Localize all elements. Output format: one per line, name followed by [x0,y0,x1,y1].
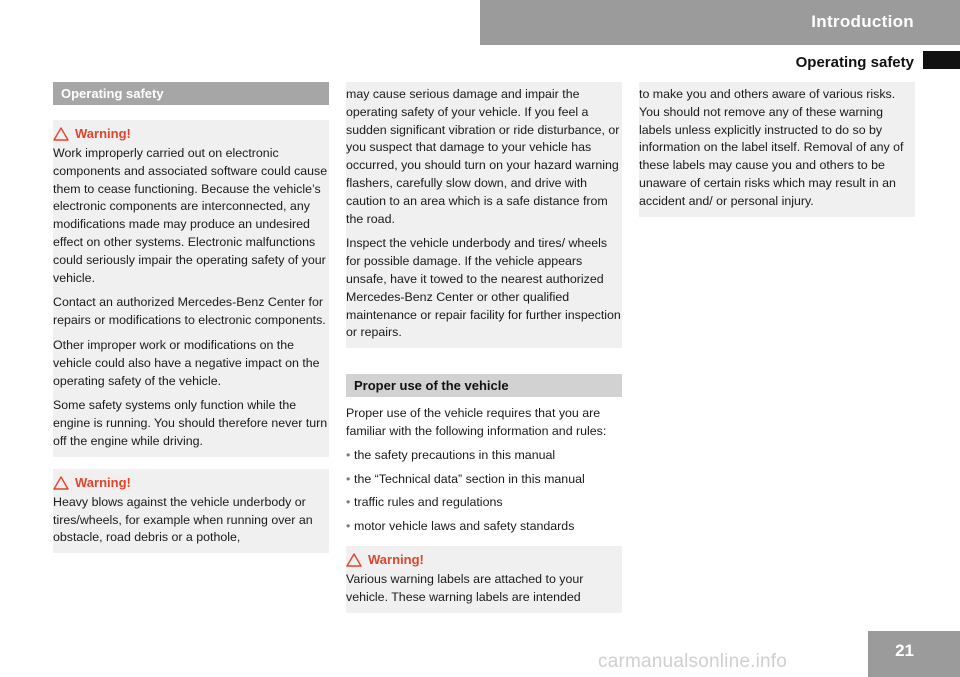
watermark: carmanualsonline.info [598,651,788,672]
warning-paragraph: Some safety systems only function while the engine is running. You should therefore never turn off the engine while driving. [53,398,328,448]
warning-title: Warning! [53,473,329,493]
warning-paragraph: Various warning labels are attached to your vehicle. These warning labels are intended [346,571,584,604]
section-title: Operating safety [795,54,914,71]
warning-triangle-icon [346,553,362,567]
section-heading-proper-use: Proper use of the vehicle [346,374,622,397]
warning-paragraph: Inspect the vehicle underbody and tires/ wheels for possible damage. If the vehicle appears unsafe, have it towed to the nearest authorized Mercedes-Benz Center or other qualified maintenance or repair facility for further inspection or repairs. [346,236,621,340]
column-3 [639,82,915,217]
warning-box-labels-continued [639,82,915,217]
rules-list [346,447,622,536]
proper-use-body [346,405,622,536]
warning-paragraph: to make you and others aware of various risks. You should not remove any of these warning labels unless explicitly instructed to do so by information on the label itself. Removal of any of these labels may cause you and others to be unaware of certain risks which may result in an accident and/ or personal injury. [639,87,904,208]
warning-triangle-icon [53,476,69,490]
page-number-box [868,631,960,677]
list-item: • traffic rules and regulations [346,495,503,510]
warning-paragraph: Heavy blows against the vehicle underbody or tires/wheels, for example when running over an obstacle, road debris or a pothole, [53,494,313,545]
page-number: 21 [895,641,914,660]
warning-box-underbody [53,469,329,553]
warning-box-labels [346,546,622,613]
list-item: • motor vehicle laws and safety standards [346,519,575,534]
section-tab-marker [923,51,960,69]
column-2 [346,82,622,613]
warning-title: Warning! [346,550,622,570]
warning-paragraph: Contact an authorized Mercedes-Benz Center for repairs or modifications to electronic components. [53,295,326,328]
warning-box-underbody-continued [346,82,622,348]
warning-box-electronics [53,120,329,457]
warning-title: Warning! [53,124,329,144]
list-item: • the “Technical data” section in this manual [346,471,585,486]
warning-triangle-icon [53,127,69,141]
section-heading-operating-safety: Operating safety [53,82,329,105]
list-item: • the safety precautions in this manual [346,447,556,462]
warning-paragraph: Other improper work or modifications on the vehicle could also have a negative impact on the operating safety of the vehicle. [53,337,320,388]
intro-paragraph: Proper use of the vehicle requires that you are familiar with the following information and rules: [346,406,607,438]
warning-paragraph: may cause serious damage and impair the operating safety of your vehicle. If you feel a sudden significant vibration or ride disturbance, or you suspect that damage to your vehicle has occurred, you should turn on your hazard warning flashers, carefully slow down, and drive with caution to an area which is a safe distance from the road. [346,87,620,226]
column-1 [53,82,329,553]
chapter-title: Introduction [811,12,914,31]
warning-paragraph: Work improperly carried out on electronic components and associated software could cause them to cease functioning. Because the vehicle’s electronic components are interconnected, any modifications made may produce an undesired effect on other systems. Electronic malfunctions could seriously impair the operating safety of your vehicle. [53,146,328,285]
